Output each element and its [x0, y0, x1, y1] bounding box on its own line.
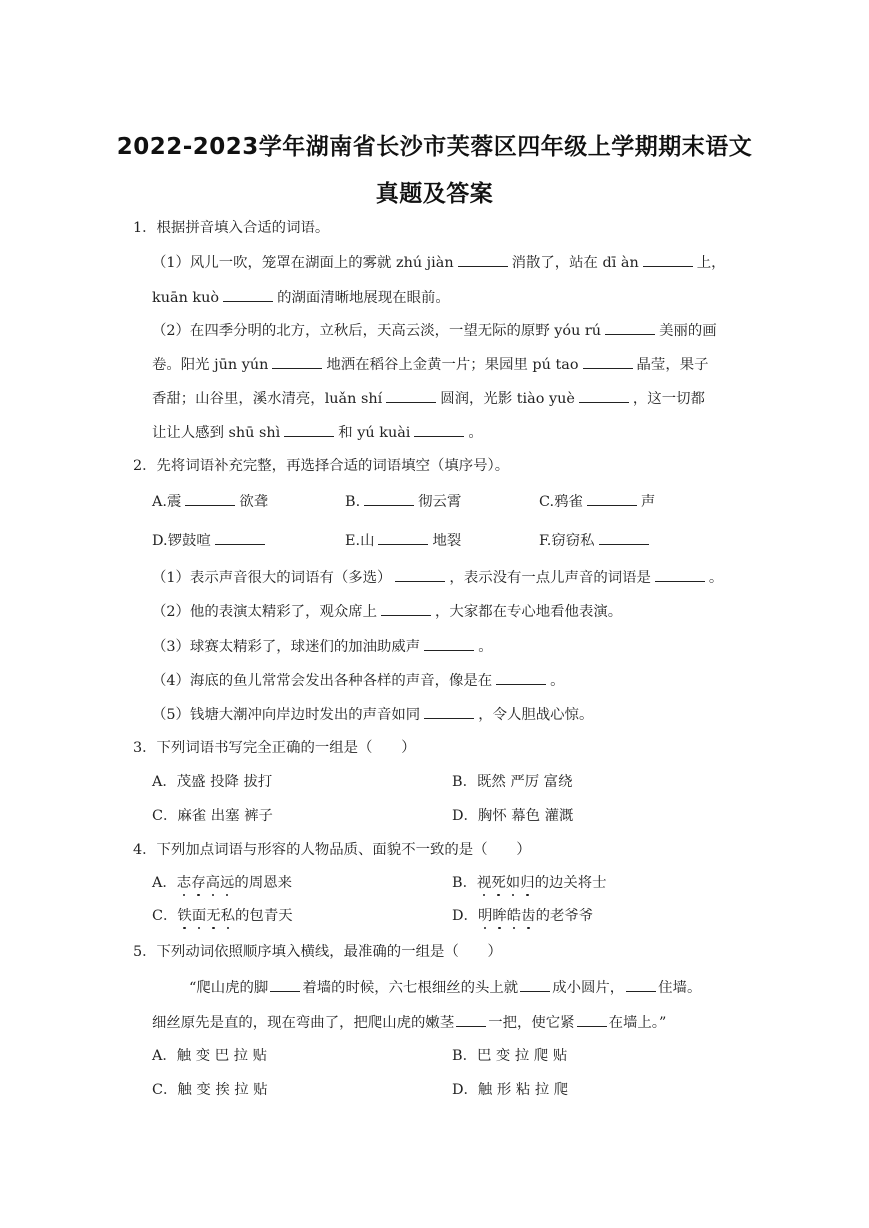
dotted-word: 明眸皓齿	[477, 908, 536, 924]
answer-blank[interactable]	[364, 491, 414, 506]
q2-option-d: D.锣鼓喧	[152, 530, 269, 551]
q2-sub3: （3）球赛太精彩了，球迷们的加油助威声 。	[152, 636, 493, 657]
q1-part2-line1: （2）在四季分明的北方，立秋后，天高云淡，一望无际的原野 yóu rú 美丽的画	[152, 320, 717, 341]
q1-stem: 1．根据拼音填入合适的词语。	[133, 220, 330, 236]
q1-part2-line2: 卷。阳光 jūn yún 地洒在稻谷上金黄一片；果园里 pú tao 晶莹，果子	[152, 354, 709, 375]
answer-blank[interactable]	[272, 354, 322, 369]
q1-part1-line1: （1）风儿一吹，笼罩在湖面上的雾就 zhú jiàn 消散了，站在 dī àn 上，	[152, 252, 726, 273]
answer-blank[interactable]	[215, 530, 265, 545]
q3-option-d[interactable]: D．胸怀 幕色 灌溉	[452, 808, 574, 824]
q2-option-e: E.山 地裂	[345, 530, 461, 551]
answer-blank[interactable]	[386, 388, 436, 403]
answer-blank[interactable]	[587, 491, 637, 506]
document-title-line2: 真题及答案	[375, 181, 494, 207]
q2-stem: 2．先将词语补充完整，再选择合适的词语填空（填序号）。	[133, 458, 510, 474]
answer-blank[interactable]	[223, 287, 273, 302]
q5-option-a[interactable]: A．触 变 巴 拉 贴	[152, 1048, 268, 1064]
q3-option-a[interactable]: A．茂盛 投降 拔打	[152, 774, 273, 790]
q5-passage-line2: 细丝原先是直的，现在弯曲了，把爬山虎的嫩茎 一把，使它紧 在墙上。”	[152, 1012, 666, 1033]
document-title-line1: 2022-2023学年湖南省长沙市芙蓉区四年级上学期期末语文	[116, 134, 753, 160]
answer-blank[interactable]	[599, 530, 649, 545]
q2-option-a: A.震 欲聋	[152, 491, 268, 512]
answer-blank[interactable]	[577, 1012, 607, 1027]
q5-option-b[interactable]: B．巴 变 拉 爬 贴	[452, 1048, 568, 1064]
q5-stem: 5．下列动词依照顺序填入横线，最准确的一组是（ ）	[133, 944, 502, 960]
answer-blank[interactable]	[378, 530, 428, 545]
q2-sub1: （1）表示声音很大的词语有（多选） ，表示没有一点儿声音的词语是 。	[152, 567, 723, 588]
q2-sub5: （5）钱塘大潮冲向岸边时发出的声音如同 ，令人胆战心惊。	[152, 704, 593, 725]
answer-blank[interactable]	[424, 704, 474, 719]
answer-blank[interactable]	[605, 320, 655, 335]
answer-blank[interactable]	[458, 252, 508, 267]
answer-blank[interactable]	[520, 977, 550, 992]
answer-blank[interactable]	[655, 567, 705, 582]
answer-blank[interactable]	[414, 422, 464, 437]
answer-blank[interactable]	[270, 977, 300, 992]
dotted-word: 视死如归	[476, 875, 535, 891]
answer-blank[interactable]	[395, 567, 445, 582]
q2-option-c: C.鸦雀 声	[539, 491, 655, 512]
answer-blank[interactable]	[185, 491, 235, 506]
q3-stem: 3．下列词语书写完全正确的一组是（ ）	[133, 740, 416, 756]
q2-sub4: （4）海底的鱼儿常常会发出各种各样的声音，像是在 。	[152, 670, 565, 691]
answer-blank[interactable]	[381, 601, 431, 616]
answer-blank[interactable]	[424, 636, 474, 651]
q2-sub2: （2）他的表演太精彩了，观众席上 ，大家都在专心地看他表演。	[152, 601, 622, 622]
answer-blank[interactable]	[456, 1012, 486, 1027]
answer-blank[interactable]	[284, 422, 334, 437]
answer-blank[interactable]	[496, 670, 546, 685]
q4-option-b[interactable]: B．视死如归的边关将士	[452, 875, 607, 891]
answer-blank[interactable]	[579, 388, 629, 403]
answer-blank[interactable]	[583, 354, 633, 369]
q4-option-c[interactable]: C．铁面无私的包青天	[152, 908, 293, 924]
q5-option-d[interactable]: D．触 形 粘 拉 爬	[452, 1082, 569, 1098]
q4-stem: 4．下列加点词语与形容的人物品质、面貌不一致的是（ ）	[133, 842, 531, 858]
q3-option-b[interactable]: B．既然 严厉 富绕	[452, 774, 573, 790]
q1-part1-line2: kuān kuò 的湖面清晰地展现在眼前。	[152, 287, 450, 308]
dotted-word: 志存高远	[176, 875, 235, 891]
q4-option-d[interactable]: D．明眸皓齿的老爷爷	[452, 908, 594, 924]
q1-part2-line3: 香甜；山谷里，溪水清亮，luǎn shí 圆润，光影 tiào yuè ，这一切都	[152, 388, 705, 409]
q5-passage-line1: “爬山虎的脚 着墙的时候，六七根细丝的头上就 成小圆片， 住墙。	[189, 977, 701, 998]
q4-option-a[interactable]: A．志存高远的周恩来	[152, 875, 292, 891]
q5-option-c[interactable]: C．触 变 挨 拉 贴	[152, 1082, 268, 1098]
answer-blank[interactable]	[626, 977, 656, 992]
answer-blank[interactable]	[643, 252, 693, 267]
q2-option-b: B. 彻云霄	[345, 491, 461, 512]
q3-option-c[interactable]: C．麻雀 出塞 裤子	[152, 808, 273, 824]
dotted-word: 铁面无私	[177, 908, 236, 924]
q2-option-f: F.窃窃私	[539, 530, 653, 551]
q1-part2-line4: 让让人感到 shū shì 和 yú kuài 。	[152, 422, 483, 443]
